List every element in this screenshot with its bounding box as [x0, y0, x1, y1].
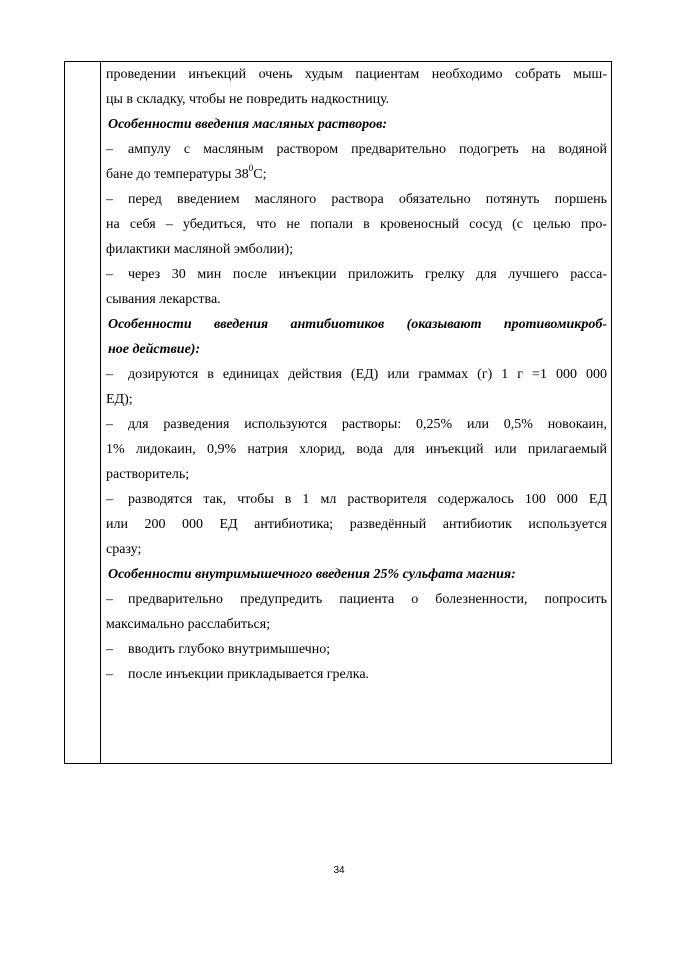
list-item-text: вводить глубоко внутримышечно; [128, 642, 331, 657]
list-item-text: разводятся так, чтобы в 1 мл растворителя содержалось 100 000 ЕД [128, 492, 607, 507]
list-item-line [106, 412, 607, 437]
section-heading-oil: Особенности введения масляных растворов: [108, 117, 388, 132]
dash-bullet: – [106, 492, 113, 507]
list-item-line: растворитель; [106, 467, 190, 482]
list-item-line: ЕД); [106, 392, 133, 407]
list-item-line: на себя – убедиться, что не попали в кровеносный сосуд (с целью про- [106, 217, 607, 232]
list-item-line: или 200 000 ЕД антибиотика; разведённый антибиотик используется [106, 517, 607, 532]
list-item-text: через 30 мин после инъекции приложить грелку для лучшего расса- [128, 267, 607, 282]
list-item-text: после инъекции прикладывается грелка. [128, 667, 370, 682]
dash-bullet: – [106, 142, 113, 157]
text-line: цы в складку, чтобы не повредить надкостницу. [106, 92, 390, 107]
list-item-line [106, 137, 607, 162]
list-item-line [106, 637, 607, 662]
dash-bullet: – [106, 417, 113, 432]
table-right-column [101, 62, 611, 763]
content-table [64, 61, 612, 764]
page-number: 34 [333, 865, 345, 876]
list-item-text: перед введением масляного раствора обязательно потянуть поршень [128, 192, 607, 207]
list-item-text: С; [253, 167, 267, 182]
dash-bullet: – [106, 667, 113, 682]
list-item-text: для разведения используются растворы: 0,25% или 0,5% новокаин, [128, 417, 607, 432]
table-left-column [65, 62, 101, 763]
section-heading-magnesium: Особенности внутримышечного введения 25% сульфата магния: [108, 567, 516, 582]
dash-bullet: – [106, 367, 113, 382]
list-item-line: филактики масляной эмболии); [106, 242, 294, 257]
list-item-line [106, 487, 607, 512]
dash-bullet: – [106, 642, 113, 657]
list-item-line: максимально расслабиться; [106, 617, 271, 632]
text-line: проведении инъекций очень худым пациентам необходимо собрать мыш- [106, 67, 607, 82]
list-item-text: дозируются в единицах действия (ЕД) или граммах (г) 1 г =1 000 000 [128, 367, 607, 382]
list-item-line: сывания лекарства. [106, 292, 221, 307]
list-item-line [106, 662, 607, 687]
section-heading-antibiotics: Особенности введения антибиотиков (оказывают противомикроб- [108, 317, 607, 332]
list-item-text: предварительно предупредить пациента о болезненности, попросить [128, 592, 607, 607]
list-item-text: бане до температуры 38 [106, 167, 249, 182]
list-item-line [106, 262, 607, 287]
list-item-line: 1% лидокаин, 0,9% натрия хлорид, вода для инъекций или прилагаемый [106, 442, 607, 457]
list-item-line: сразу; [106, 542, 142, 557]
superscript-degree: 0 [248, 163, 254, 174]
dash-bullet: – [106, 592, 113, 607]
list-item-line [106, 587, 607, 612]
dash-bullet: – [106, 192, 113, 207]
list-item-line [106, 362, 607, 387]
list-item-line [106, 187, 607, 212]
list-item-text: ампулу с масляным раствором предварительно подогреть на водяной [128, 142, 607, 157]
dash-bullet: – [106, 267, 113, 282]
section-heading-antibiotics: ное действие): [108, 342, 201, 357]
list-item-line [106, 162, 607, 187]
